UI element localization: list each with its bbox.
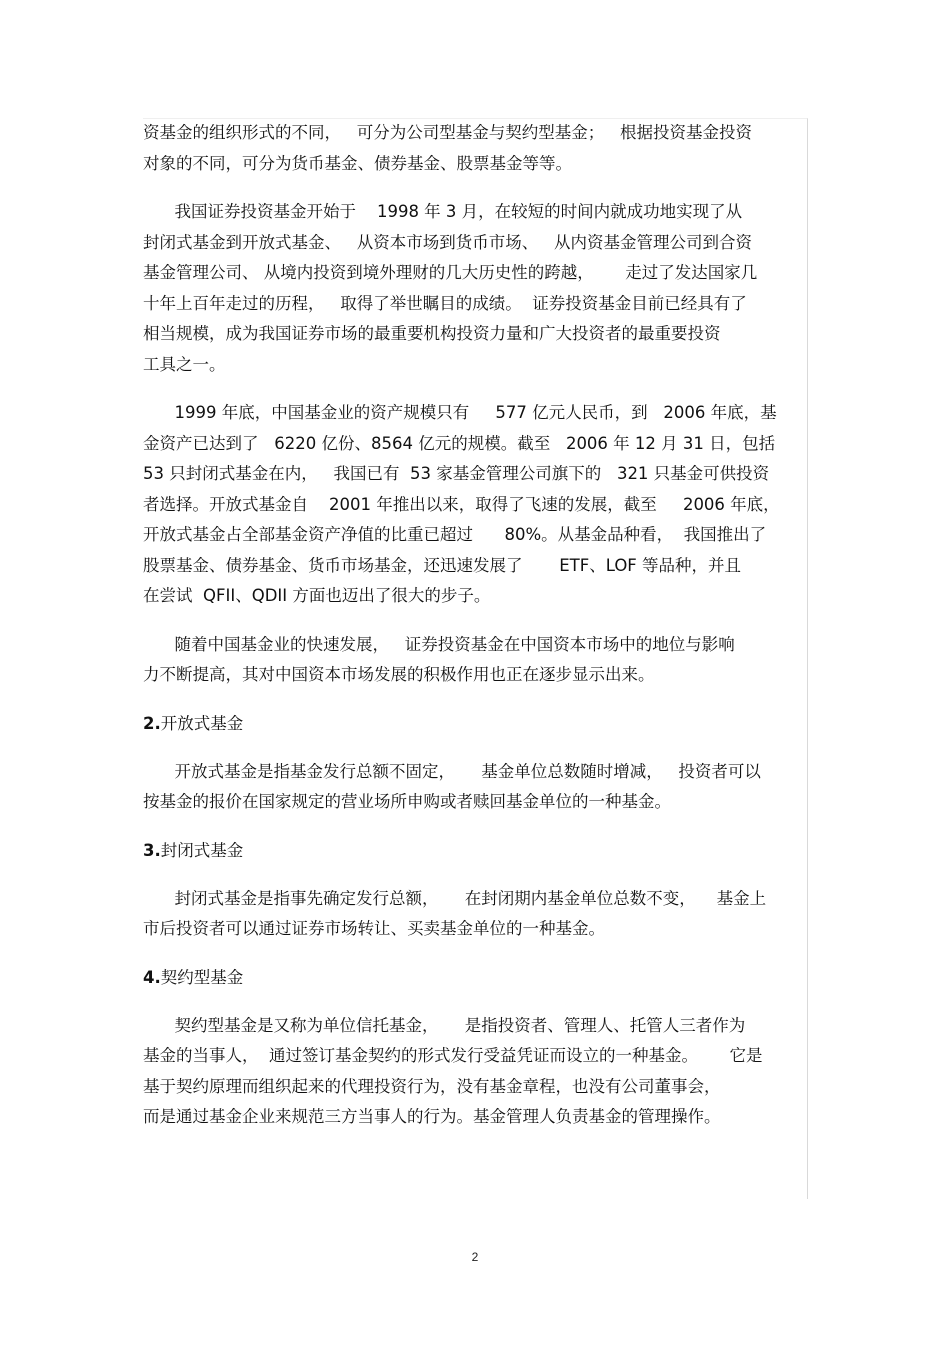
- section-heading-contractual-fund: [143, 963, 803, 993]
- text-line: 我国证券投资基金开始于 1998 年 3 月，在较短的时间内就成功地实现了从: [143, 202, 743, 221]
- text-line: 而是通过基金企业来规范三方当事人的行为。基金管理人负责基金的管理操作。: [143, 1107, 721, 1126]
- paragraph-open-end-definition: [143, 757, 803, 818]
- text-line: 金资产已达到了 6220 亿份、8564 亿元的规模。截至 2006 年 12 月 31 日，包括: [143, 433, 776, 453]
- paragraph-history: [143, 197, 803, 380]
- text-line: 资基金的组织形式的不同， 可分为公司型基金与契约型基金； 根据投资基金投资: [143, 123, 752, 142]
- text-line: 股票基金、债券基金、货币市场基金，还迅速发展了 ETF、LOF 等品种，并且: [143, 555, 742, 575]
- paragraph-influence: [143, 630, 803, 691]
- paragraph-scale: [143, 398, 803, 612]
- paragraph-closed-end-definition: [143, 884, 803, 945]
- text-line: 53 只封闭式基金在内， 我国已有 53 家基金管理公司旗下的 321 只基金可供投资: [143, 464, 770, 483]
- text-line: 基金管理公司、 从境内投资到境外理财的几大历史性的跨越， 走过了发达国家几: [143, 263, 758, 282]
- text-line: 开放式基金是指基金发行总额不固定， 基金单位总数随时增减， 投资者可以: [143, 761, 761, 781]
- text-line: 封闭式基金是指事先确定发行总额， 在封闭期内基金单位总数不变， 基金上: [143, 888, 767, 908]
- paragraph-fund-classification: [143, 118, 803, 179]
- text-line: 者选择。开放式基金自 2001 年推出以来，取得了飞速的发展，截至 2006 年底，: [143, 494, 780, 514]
- text-line: 1999 年底，中国基金业的资产规模只有 577 亿元人民币，到 2006 年底，基: [143, 403, 777, 422]
- text-line: 十年上百年走过的历程， 取得了举世瞩目的成绩。 证券投资基金目前已经具有了: [143, 293, 747, 313]
- section-title: 封闭式基金: [160, 840, 244, 860]
- section-title: 开放式基金: [160, 713, 244, 733]
- section-title: 契约型基金: [160, 967, 244, 987]
- text-line: 按基金的报价在国家规定的营业场所申购或者赎回基金单位的一种基金。: [143, 792, 671, 811]
- section-number: 2.: [143, 713, 161, 733]
- text-line: 开放式基金占全部基金资产净值的比重已超过 80%。从基金品种看， 我国推出了: [143, 525, 767, 544]
- text-line: 随着中国基金业的快速发展， 证券投资基金在中国资本市场中的地位与影响: [143, 634, 735, 654]
- document-body: [143, 118, 803, 1133]
- text-line: 基金的当事人， 通过签订基金契约的形式发行受益凭证而设立的一种基金。 它是: [143, 1046, 763, 1065]
- paragraph-contractual-definition: [143, 1011, 803, 1133]
- text-line: 市后投资者可以通过证券市场转让、买卖基金单位的一种基金。: [143, 919, 605, 938]
- section-heading-open-end-fund: [143, 709, 803, 739]
- text-line: 基于契约原理而组织起来的代理投资行为，没有基金章程，也没有公司董事会，: [143, 1076, 721, 1096]
- text-line: 对象的不同，可分为货币基金、债券基金、股票基金等等。: [143, 153, 572, 173]
- section-number: 4.: [143, 967, 161, 987]
- page-number: 2: [471, 1250, 479, 1264]
- text-line: 封闭式基金到开放式基金、 从资本市场到货币市场、 从内资基金管理公司到合资: [143, 232, 752, 252]
- section-heading-closed-end-fund: [143, 836, 803, 866]
- text-line: 契约型基金是又称为单位信托基金， 是指投资者、管理人、托管人三者作为: [143, 1015, 746, 1035]
- text-line: 力不断提高，其对中国资本市场发展的积极作用也正在逐步显示出来。: [143, 665, 655, 684]
- text-line: 工具之一。: [143, 354, 226, 374]
- text-line: 在尝试 QFII、QDII 方面也迈出了很大的步子。: [143, 586, 491, 605]
- text-line: 相当规模，成为我国证券市场的最重要机构投资力量和广大投资者的最重要投资: [143, 324, 721, 343]
- section-number: 3.: [143, 840, 161, 860]
